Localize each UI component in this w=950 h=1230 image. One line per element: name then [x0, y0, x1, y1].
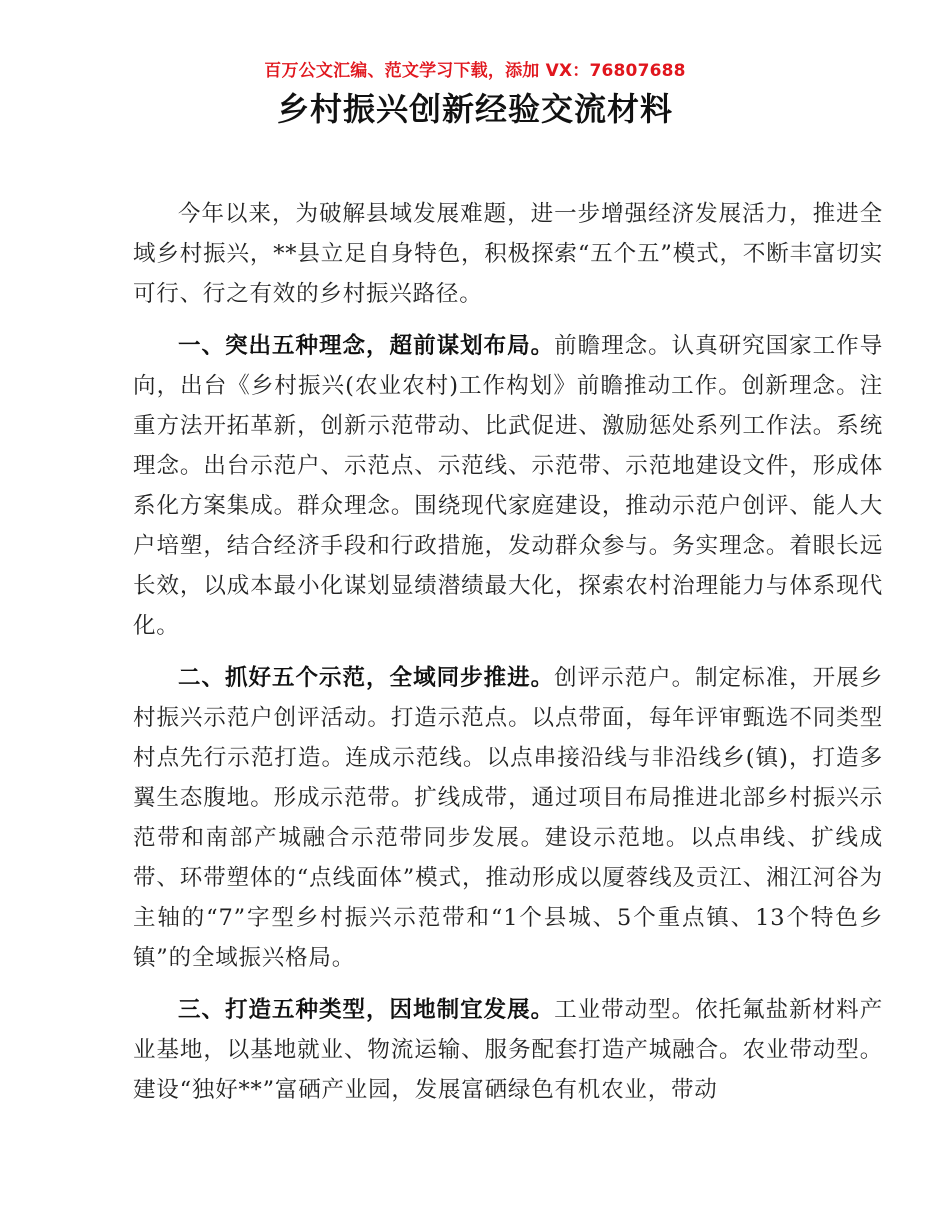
- paragraph-text: 前瞻理念。认真研究国家工作导向，出台《乡村振兴(农业农村)工作构划》前瞻推动工作。创新理念。注重方法开拓革新，创新示范带动、比武促进、激励惩处系列工作法。系统理念。出台示范户、示范点、示范线、示范带、示范地建设文件，形成体系化方案集成。群众理念。围绕现代家庭建设，推动示范户创评、能人大户培塑，结合经济手段和行政措施，发动群众参与。务实理念。着眼长远长效，以成本最小化谋划显绩潜绩最大化，探索农村治理能力与体系现代化。: [133, 333, 883, 639]
- watermark-text: 百万公文汇编、范文学习下载，添加 VX：76807688: [264, 61, 686, 81]
- paragraph-section-3: [133, 990, 883, 1110]
- paragraph-section-1: [133, 326, 883, 646]
- document-body: [133, 194, 883, 1122]
- paragraph-intro: [133, 194, 883, 314]
- paragraph-section-2: [133, 658, 883, 978]
- paragraph-lead: 三、打造五种类型，因地制宜发展。: [178, 997, 555, 1023]
- paragraph-text: 今年以来，为破解县域发展难题，进一步增强经济发展活力，推进全域乡村振兴，**县立足自身特色，积极探索“五个五”模式，不断丰富切实可行、行之有效的乡村振兴路径。: [133, 201, 883, 307]
- paragraph-lead: 一、突出五种理念，超前谋划布局。: [178, 333, 555, 359]
- paragraph-text: 创评示范户。制定标准，开展乡村振兴示范户创评活动。打造示范点。以点带面，每年评审甄选不同类型村点先行示范打造。连成示范线。以点串接沿线与非沿线乡(镇)，打造多翼生态腹地。形成示范带。扩线成带，通过项目布局推进北部乡村振兴示范带和南部产城融合示范带同步发展。建设示范地。以点串线、扩线成带、环带塑体的“点线面体”模式，推动形成以厦蓉线及贡江、湘江河谷为主轴的“7”字型乡村振兴示范带和“1个县城、5个重点镇、13个特色乡镇”的全域振兴格局。: [133, 665, 883, 971]
- document-title: 乡村振兴创新经验交流材料: [276, 90, 673, 128]
- paragraph-lead: 二、抓好五个示范，全域同步推进。: [178, 665, 555, 691]
- paragraph-text: 工业带动型。依托氟盐新材料产业基地，以基地就业、物流运输、服务配套打造产城融合。农业带动型。建设“独好**”富硒产业园，发展富硒绿色有机农业，带动: [133, 997, 883, 1103]
